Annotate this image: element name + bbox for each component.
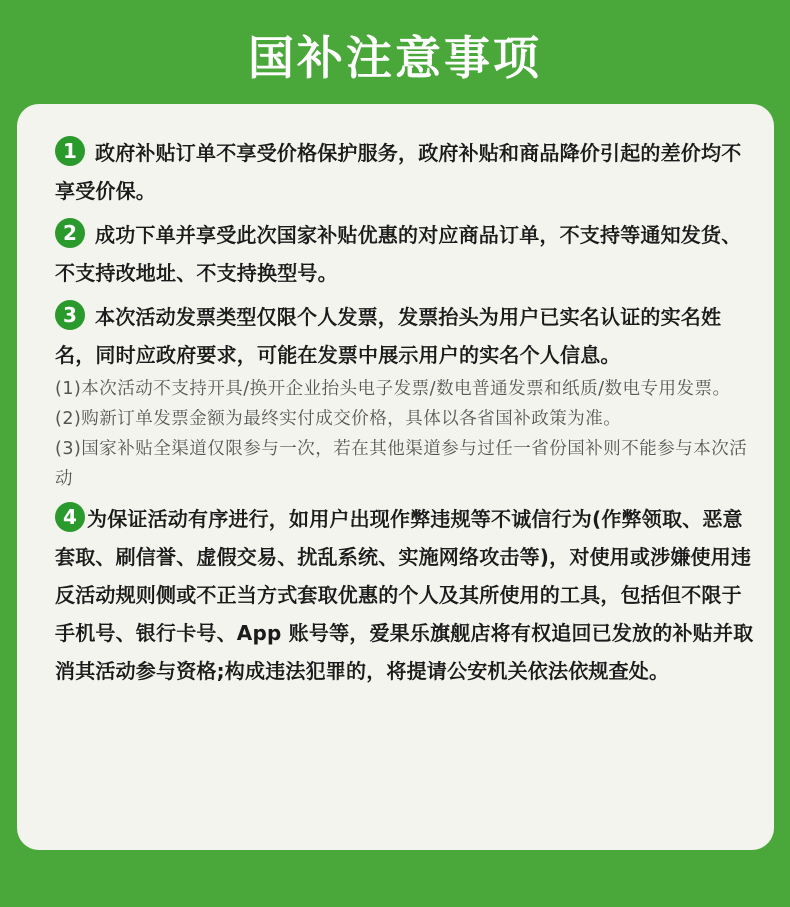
notice-item-text — [55, 298, 754, 374]
sub-note-3: (3)国家补贴全渠道仅限参与一次，若在其他渠道参与过任一省份国补则不能参与本次活动 — [55, 439, 748, 489]
notice-card — [17, 104, 774, 850]
notice-item-1-text: 政府补贴订单不享受价格保护服务，政府补贴和商品降价引起的差价均不享受价保。 — [55, 141, 742, 203]
number-badge-1-icon: 1 — [55, 136, 85, 166]
notice-item-text — [55, 500, 754, 690]
number-badge-3-icon: 3 — [55, 300, 85, 330]
sub-note-1: (1)本次活动不支持开具/换开企业抬头电子发票/数电普通发票和纸质/数电专用发票。 — [55, 379, 731, 399]
notice-item-4 — [55, 500, 754, 690]
sub-note-2: (2)购新订单发票金额为最终实付成交价格，具体以各省国补政策为准。 — [55, 409, 622, 429]
notice-item-4-text: 为保证活动有序进行，如用户出现作弊违规等不诚信行为(作弊领取、恶意套取、刷信誉、虚假交易、扰乱系统、实施网络攻击等)，对使用或涉嫌使用违反活动规则侧或不正当方式套取优惠的个人及其所使用的工具，包括但不限于手机号、银行卡号、App 账号等，爱果乐旗舰店将有权追回已发放的补贴并取消其活动参与资格;构成违法犯罪的，将提请公安机关依法依规查处。 — [55, 507, 754, 683]
notice-item-3-text: 本次活动发票类型仅限个人发票，发票抬头为用户已实名认证的实名姓名，同时应政府要求，可能在发票中展示用户的实名个人信息。 — [55, 305, 722, 367]
number-badge-2-icon: 2 — [55, 218, 85, 248]
notice-item-text — [55, 134, 754, 210]
notice-item-2 — [55, 216, 754, 292]
number-badge-4-icon: 4 — [55, 502, 85, 532]
notice-item-text — [55, 216, 754, 292]
notice-item-1 — [55, 134, 754, 210]
page-title: 国补注意事项 — [248, 31, 542, 85]
notice-item-3 — [55, 298, 754, 494]
notice-item-2-text: 成功下单并享受此次国家补贴优惠的对应商品订单，不支持等通知发货、不支持改地址、不支持换型号。 — [55, 223, 742, 285]
